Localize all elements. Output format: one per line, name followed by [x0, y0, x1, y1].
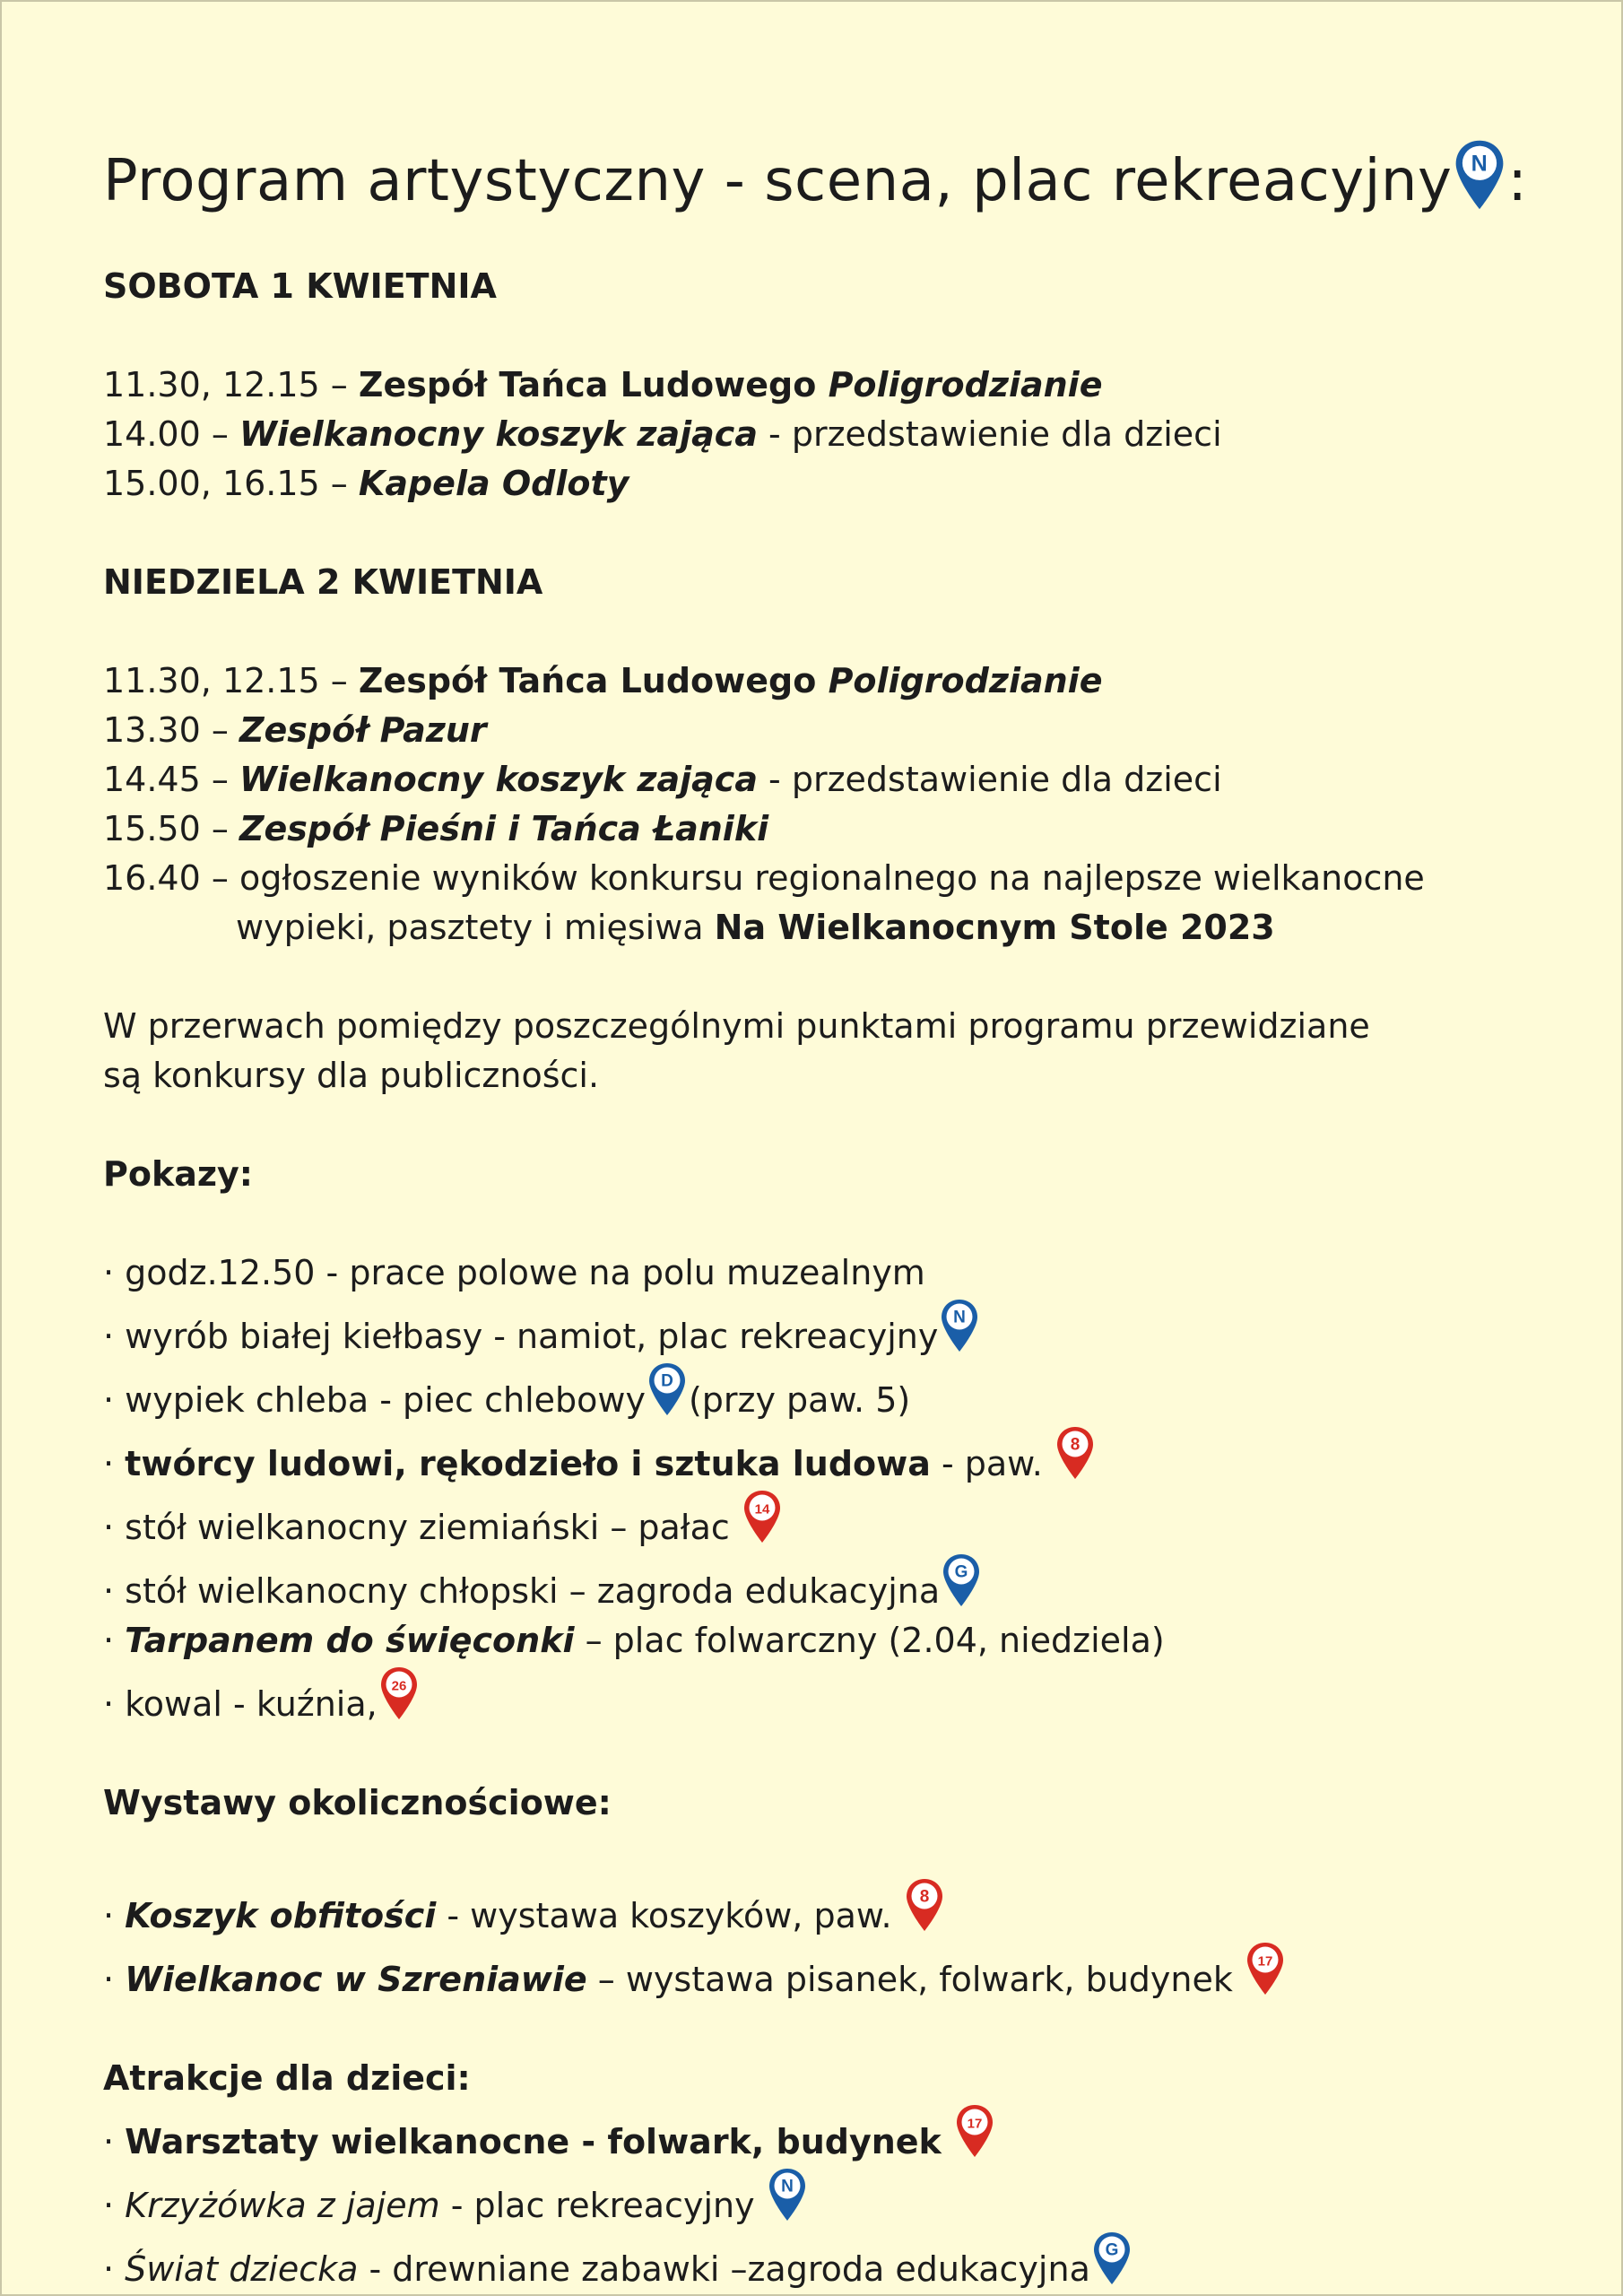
- map-pin-icon: [955, 2103, 994, 2159]
- list-item: · wyrób białej kiełbasy - namiot, plac rekreacyjny N: [103, 1298, 1556, 1361]
- svg-text:17: 17: [967, 2116, 983, 2132]
- svg-text:14: 14: [754, 1501, 770, 1518]
- list-item: · kowal - kuźnia, 26: [103, 1665, 1556, 1729]
- list-item: · Tarpanem do święconki – plac folwarczny (2.04, niedziela): [103, 1621, 1165, 1660]
- map-pin-icon: [1092, 2231, 1132, 2286]
- list-item: · twórcy ludowi, rękodzieło i sztuka ludowa - paw. 8: [103, 1425, 1556, 1489]
- svg-text:N: N: [780, 2177, 794, 2196]
- map-pin-icon: [1055, 1425, 1095, 1481]
- list-item: · godz.12.50 - prace polowe na polu muzealnym: [103, 1253, 925, 1292]
- list-item: · wypiek chleba - piec chlebowy D (przy paw. 5): [103, 1361, 1556, 1425]
- map-pin-icon: [768, 2167, 807, 2222]
- list-item: · Wielkanoc w Szreniawie – wystawa pisanek, folwark, budynek 17: [103, 1941, 1556, 2005]
- shows-heading: Pokazy:: [103, 1154, 253, 1194]
- svg-text:G: G: [954, 1562, 968, 1582]
- list-item: · Koszyk obfitości - wystawa koszyków, paw. 8: [103, 1877, 1556, 1941]
- schedule-item: 14.45 – Wielkanocny koszyk zająca - przedstawienie dla dzieci: [103, 760, 1222, 799]
- svg-text:8: 8: [919, 1887, 929, 1907]
- program-content: [103, 136, 1556, 2294]
- svg-text:N: N: [953, 1308, 967, 1327]
- map-pin-icon: [1245, 1941, 1285, 1996]
- svg-text:17: 17: [1257, 1953, 1273, 1970]
- exhibitions-heading: Wystawy okolicznościowe:: [103, 1783, 612, 1822]
- list-item: · Świat dziecka - drewniane zabawki –zagroda edukacyjna G: [103, 2231, 1556, 2294]
- map-pin-icon: [940, 1298, 979, 1353]
- list-item: · stół wielkanocny chłopski – zagroda edukacyjna G: [103, 1552, 1556, 1616]
- svg-text:G: G: [1105, 2240, 1119, 2260]
- schedule-item: 13.30 – Zespół Pazur: [103, 710, 487, 750]
- sunday-heading: NIEDZIELA 2 KWIETNIA: [103, 562, 543, 602]
- svg-text:N: N: [1471, 151, 1488, 177]
- map-pin-icon: [742, 1489, 782, 1544]
- saturday-heading: SOBOTA 1 KWIETNIA: [103, 266, 497, 306]
- page-title: Program artystyczny - scena, plac rekreacyjny N :: [103, 136, 1556, 226]
- list-item: · Krzyżówka z jajem - plac rekreacyjny N: [103, 2167, 1556, 2231]
- kids-heading: Atrakcje dla dzieci:: [103, 2058, 471, 2098]
- svg-text:D: D: [661, 1371, 673, 1391]
- schedule-item: 16.40 – ogłoszenie wyników konkursu regionalnego na najlepsze wielkanocne: [103, 858, 1425, 898]
- schedule-item: 11.30, 12.15 – Zespół Tańca Ludowego Poligrodzianie: [103, 365, 1103, 404]
- schedule-item: 15.50 – Zespół Pieśni i Tańca Łaniki: [103, 809, 769, 848]
- map-pin-icon: [1454, 137, 1506, 213]
- list-item: · stół wielkanocny ziemiański – pałac 14: [103, 1489, 1556, 1552]
- map-pin-icon: [942, 1552, 981, 1608]
- schedule-item: 15.00, 16.15 – Kapela Odloty: [103, 464, 629, 503]
- map-pin-icon: [905, 1877, 944, 1933]
- schedule-item-continuation: wypieki, pasztety i mięsiwa Na Wielkanocnym Stole 2023: [236, 908, 1275, 947]
- schedule-item: 11.30, 12.15 – Zespół Tańca Ludowego Poligrodzianie: [103, 661, 1103, 700]
- svg-text:8: 8: [1070, 1435, 1081, 1455]
- note-text: W przerwach pomiędzy poszczególnymi punktami programu przewidziane: [103, 1006, 1370, 1046]
- map-pin-icon: [647, 1361, 687, 1417]
- svg-text:26: 26: [391, 1678, 407, 1694]
- schedule-item: 14.00 – Wielkanocny koszyk zająca - przedstawienie dla dzieci: [103, 414, 1222, 454]
- note-text: są konkursy dla publiczności.: [103, 1056, 600, 1095]
- map-pin-icon: [379, 1665, 419, 1721]
- list-item: · Warsztaty wielkanocne - folwark, budynek 17: [103, 2103, 1556, 2167]
